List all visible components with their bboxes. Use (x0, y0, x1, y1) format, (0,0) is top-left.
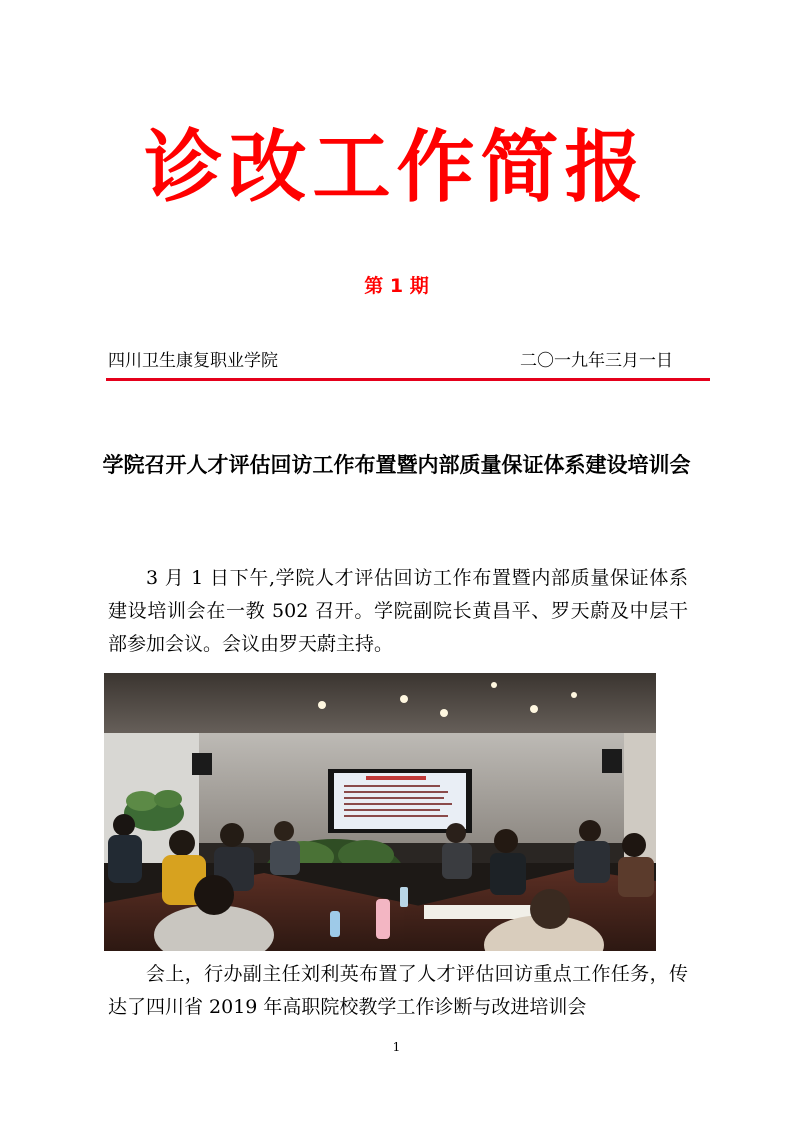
publication-date: 二〇一九年三月一日 (520, 351, 673, 371)
issue-number: 第 1 期 (364, 275, 429, 297)
meeting-photo-drawing (104, 673, 656, 951)
bulletin-masthead: 诊改工作简报 (144, 123, 649, 213)
header-divider (106, 378, 710, 381)
ceiling (104, 673, 656, 743)
display-screen (334, 773, 466, 829)
article-paragraph-1: 3 月 1 日下午,学院人才评估回访工作布置暨内部质量保证体系建设培训会在一教 502 召开。学院副院长黄昌平、罗天蔚及中层干部参加会议。会议由罗天蔚主持。 (108, 567, 688, 655)
article-headline: 学院召开人才评估回访工作布置暨内部质量保证体系建设培训会 (102, 453, 691, 477)
article-paragraph-2: 会上，行办副主任刘利英布置了人才评估回访重点工作任务，传达了四川省 2019 年高职院校教学工作诊断与改进培训会 (108, 963, 688, 1018)
page-number: 1 (392, 1040, 401, 1054)
meeting-photo (104, 673, 656, 951)
right-speaker (602, 749, 622, 773)
left-speaker (192, 753, 212, 775)
organization-name: 四川卫生康复职业学院 (108, 351, 278, 371)
